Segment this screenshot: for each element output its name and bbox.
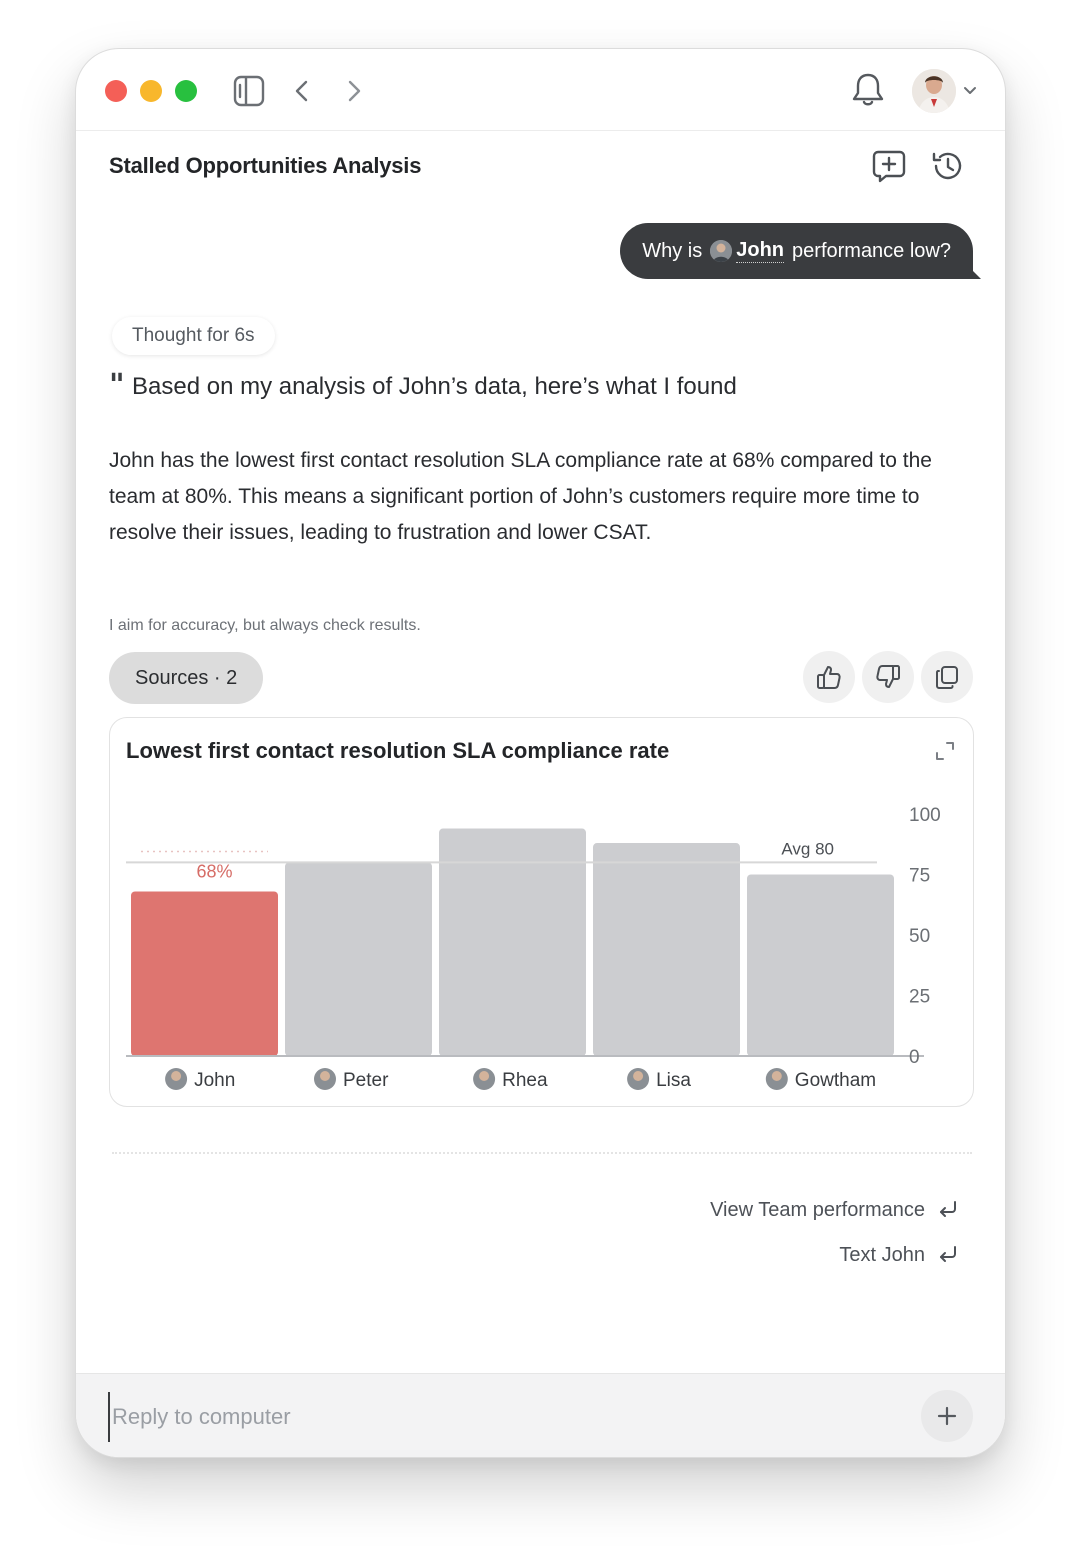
forward-button[interactable] xyxy=(336,73,372,109)
john-mention-avatar xyxy=(710,240,732,262)
quote-icon: " xyxy=(109,368,125,403)
chevron-left-icon xyxy=(292,79,312,103)
x-tick-label: Peter xyxy=(343,1070,389,1091)
return-arrow-icon xyxy=(937,1199,959,1221)
chart-bar-lisa xyxy=(593,843,740,1056)
close-window-button[interactable] xyxy=(105,80,127,102)
user-message-suffix: performance low? xyxy=(792,239,951,262)
x-tick-label: Gowtham xyxy=(794,1070,877,1091)
zoom-window-button[interactable] xyxy=(175,80,197,102)
plus-icon xyxy=(935,1404,959,1428)
sidebar-toggle-button[interactable] xyxy=(231,73,267,109)
divider xyxy=(112,1152,972,1154)
x-tick-label: John xyxy=(194,1070,236,1091)
y-tick-label: 50 xyxy=(909,926,931,947)
page-title: Stalled Opportunities Analysis xyxy=(109,153,422,178)
back-button[interactable] xyxy=(284,73,320,109)
chevron-right-icon xyxy=(344,79,364,103)
chart-card xyxy=(109,717,974,1107)
history-button[interactable] xyxy=(929,147,967,185)
x-tick-label: Rhea xyxy=(502,1070,548,1091)
thumbs-down-button[interactable] xyxy=(862,651,914,703)
avatar-face-lisa xyxy=(633,1071,643,1081)
user-avatar[interactable] xyxy=(912,69,956,113)
app-window xyxy=(75,48,1006,1458)
sidebar-toggle-icon xyxy=(233,75,265,107)
copy-button[interactable] xyxy=(921,651,973,703)
y-tick-label: 25 xyxy=(909,986,931,1008)
y-tick-label: 0 xyxy=(909,1047,920,1068)
answer-body: John has the lowest first contact resolution SLA compliance rate at 68% compared to the team at 80%. This means a significant portion of John’s customers require more time to resolve their issues, leading to frustration and lower CSAT. xyxy=(109,449,932,544)
minimize-window-button[interactable] xyxy=(140,80,162,102)
history-icon xyxy=(930,148,966,184)
y-tick-label: 75 xyxy=(909,865,931,887)
copy-icon xyxy=(933,663,961,691)
user-message-bubble xyxy=(620,223,973,279)
john-mention[interactable]: John xyxy=(736,239,785,261)
highlight-value-label: 68% xyxy=(196,861,233,882)
avatar-image xyxy=(912,69,956,113)
followup-view-team-performance[interactable] xyxy=(710,1193,959,1227)
notifications-button[interactable] xyxy=(850,71,886,107)
followup-text-john[interactable] xyxy=(839,1238,959,1272)
thought-duration-chip[interactable]: Thought for 6s xyxy=(112,317,275,355)
return-arrow-icon xyxy=(937,1244,959,1266)
chevron-down-icon[interactable] xyxy=(962,83,978,99)
thumbs-down-icon xyxy=(874,663,902,691)
avatar-face-rhea xyxy=(479,1071,489,1081)
bell-icon xyxy=(851,71,885,107)
new-chat-button[interactable] xyxy=(870,147,908,185)
avatar-face-peter xyxy=(320,1071,330,1081)
reply-input[interactable] xyxy=(108,1392,888,1442)
answer-headline: Based on my analysis of John’s data, here’s what I found xyxy=(132,373,737,400)
chart-bar-john xyxy=(131,891,278,1056)
avatar-face-gowtham xyxy=(772,1071,782,1081)
bar-chart xyxy=(110,718,975,1108)
thumbs-up-button[interactable] xyxy=(803,651,855,703)
sources-button[interactable]: Sources · 2 xyxy=(109,652,263,704)
chart-bar-peter xyxy=(285,862,432,1056)
x-tick-label: Lisa xyxy=(656,1070,691,1091)
attach-button[interactable] xyxy=(921,1390,973,1442)
composer xyxy=(76,1373,1005,1458)
avatar-face-john xyxy=(171,1071,181,1081)
title-bar xyxy=(76,49,1005,131)
bubble-tail xyxy=(967,265,981,279)
chart-title: Lowest first contact resolution SLA compliance rate xyxy=(126,738,670,763)
thumbs-up-icon xyxy=(815,663,843,691)
average-label: Avg 80 xyxy=(781,839,834,859)
chart-bar-gowtham xyxy=(747,875,894,1057)
followup-label: View Team performance xyxy=(710,1198,925,1221)
followup-label: Text John xyxy=(839,1243,925,1266)
y-tick-label: 100 xyxy=(909,805,941,826)
user-message-prefix: Why is xyxy=(642,239,703,262)
accuracy-disclaimer: I aim for accuracy, but always check results. xyxy=(109,617,421,634)
new-chat-icon xyxy=(871,148,907,184)
